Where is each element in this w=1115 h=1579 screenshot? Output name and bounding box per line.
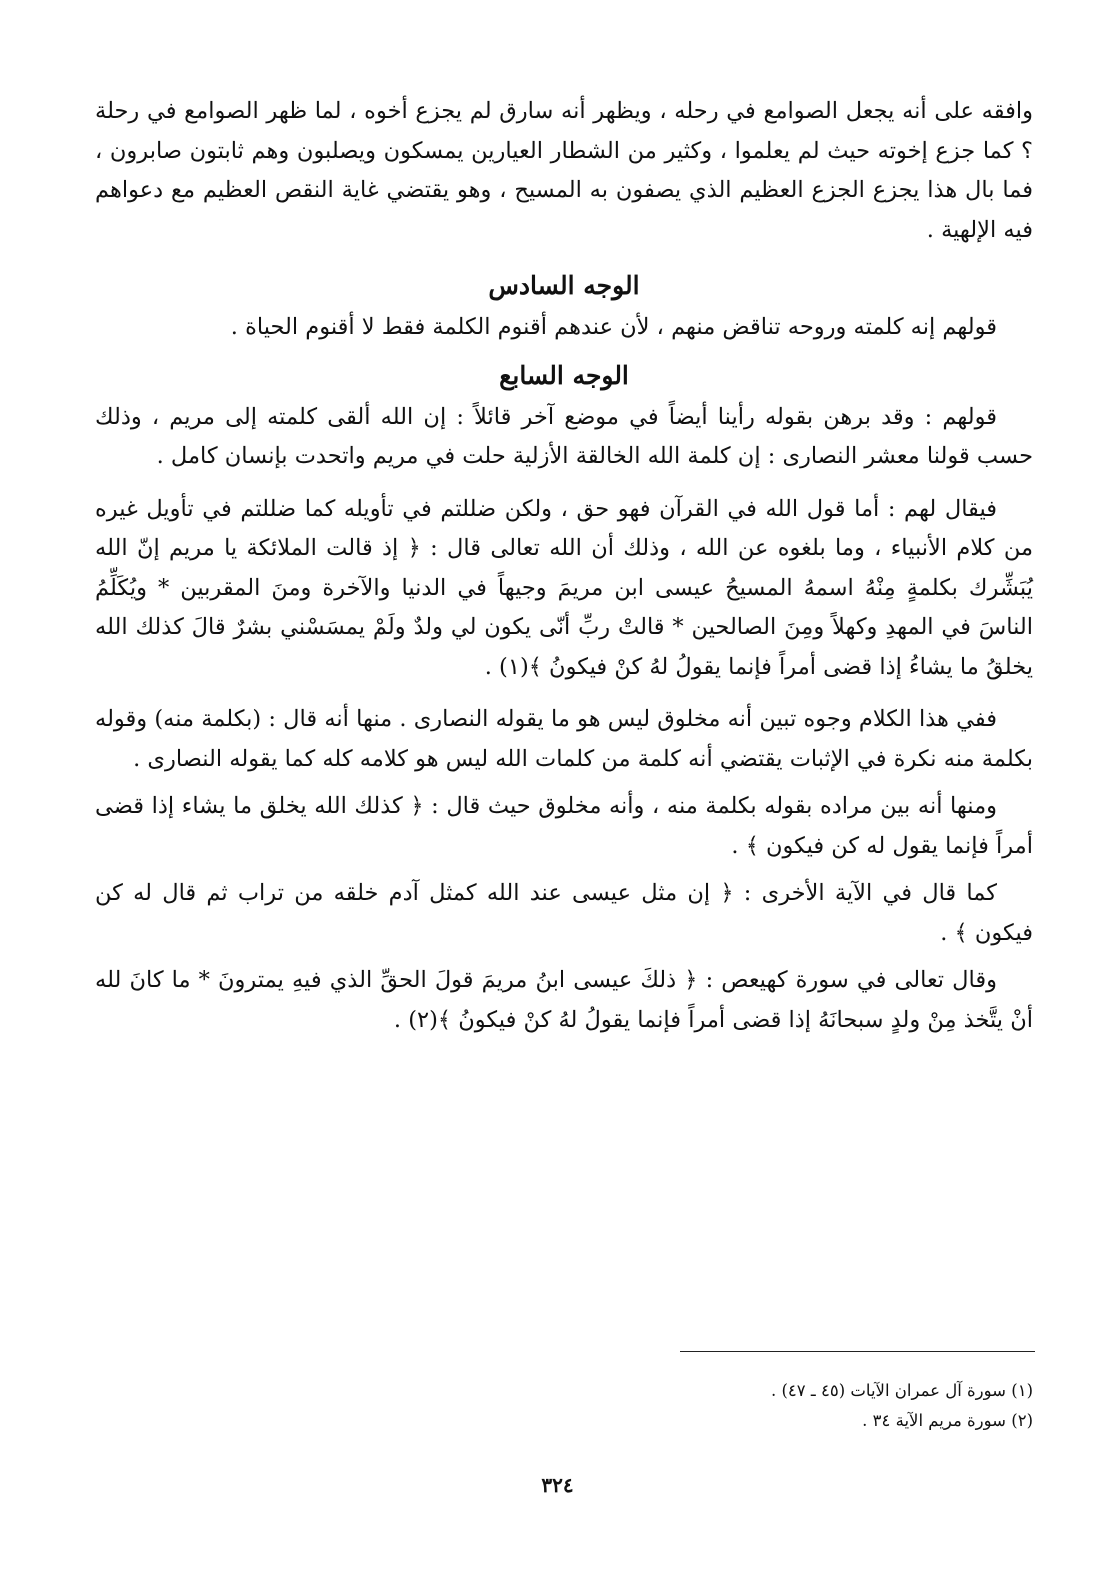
paragraph-reply: فيقال لهم : أما قول الله في القرآن فهو حق ، ولكن ضللتم في تأويله كما ضللتم في تأويل غيره من كلام الأنبياء ، وما بلغوه عن الله ، وذلك أن الله تعالى قال : ﴿ إذ قالت الملائكة يا مريم إنّ الله يُبَشِّرك بكلمةٍ مِنْهُ اسمهُ المسيحُ عيسى ابن مريمَ وجيهاً في الدنيا والآخرة ومنَ المقربين * ويُكَلِّمُ الناسَ في المهدِ وكهلاً ومِنَ الصالحين * قالتْ ربِّ أنّى يكون لي ولدٌ ولَمْ يمسَسْني بشرٌ قالَ كذلك الله يخلقُ ما يشاءُ إذا قضى أمراً فإنما يقولُ لهُ كنْ فيكونُ ﴾(١) . [95,495,1033,680]
section-heading-sixth: الوجه السادس [488,271,640,300]
page-body [95,92,1033,1040]
footnotes [433,1376,1033,1436]
footnote-1: (١) سورة آل عمران الآيات (٤٥ ـ ٤٧) . [770,1381,1033,1400]
paragraph-created-word: ومنها أنه بين مراده بقوله بكلمة منه ، وأنه مخلوق حيث قال : ﴿ كذلك الله يخلق ما يشاء إذا قضى أمراً فإنما يقول له كن فيكون ﴾ . [95,793,1033,859]
paragraph-continuation: وافقه على أنه يجعل الصوامع في رحله ، ويظهر أنه سارق لم يجزع أخوه ، لما ظهر الصوامع في رحلة ؟ كما جزع إخوته حيث لم يعلموا ، وكثير من الشطار العيارين يمسكون ويصلبون وهم ثابتون صابرون ، فما بال هذا يجزع الجزع العظيم الذي يصفون به المسيح ، وهو يقتضي غاية النقص العظيم مع دعواهم فيه الإلهية . [95,98,1033,243]
paragraph-adam-verse: كما قال في الآية الأخرى : ﴿ إن مثل عيسى عند الله كمثل آدم خلقه من تراب ثم قال له كن فيكون ﴾ . [95,880,1033,946]
page-number: ٣٢٤ [541,1473,574,1497]
paragraph-their-claim: قولهم : وقد برهن بقوله رأينا أيضاً في موضع آخر قائلاً : إن الله ألقى كلمته إلى مريم ، وذلك حسب قولنا معشر النصارى : إن كلمة الله الخالقة الأزلية حلت في مريم واتحدت بإنسان كامل . [95,403,1033,469]
paragraph-aspects: ففي هذا الكلام وجوه تبين أنه مخلوق ليس هو ما يقوله النصارى . منها أنه قال : (بكلمة منه) وقوله بكلمة منه نكرة في الإثبات يقتضي أنه كلمة من كلمات الله ليس هو كلامه كله كما يقوله النصارى . [95,706,1033,772]
footnote-divider [680,1351,1035,1352]
paragraph-sixth-aspect: قولهم إنه كلمته وروحه تناقض منهم ، لأن عندهم أقنوم الكلمة فقط لا أقنوم الحياة . [230,314,997,340]
section-heading-seventh: الوجه السابع [499,360,629,390]
paragraph-surah-maryam: وقال تعالى في سورة كهيعص : ﴿ ذلكَ عيسى ابنُ مريمَ قولَ الحقِّ الذي فيهِ يمترونَ * ما كانَ لله أنْ يتَّخذ مِنْ ولدٍ سبحانَهُ إذا قضى أمراً فإنما يقولُ لهُ كنْ فيكونُ ﴾(٢) . [95,967,1033,1033]
footnote-2: (٢) سورة مريم الآية ٣٤ . [862,1411,1033,1430]
